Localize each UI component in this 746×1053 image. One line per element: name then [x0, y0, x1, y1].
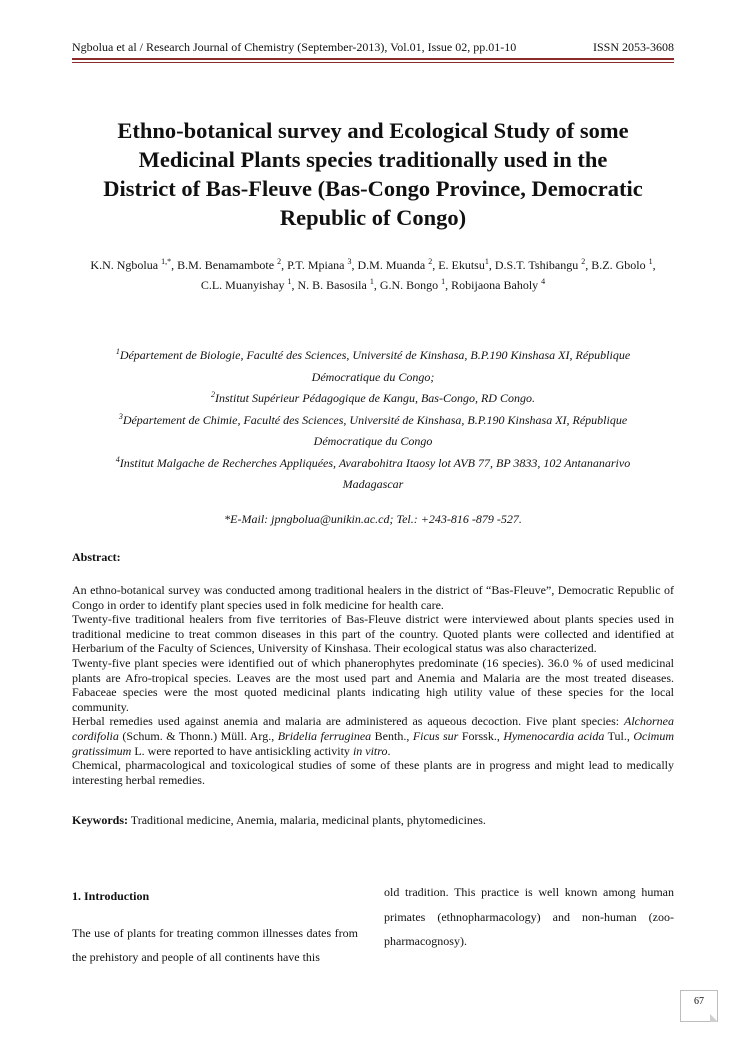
section-heading-introduction: 1. Introduction	[72, 889, 150, 903]
affiliation-text: Département de Chimie, Faculté des Sciences, Université de Kinshasa, B.P.190 Kinshasa XI, République	[122, 412, 628, 427]
affiliation-text: Département de Biologie, Faculté des Sciences, Université de Kinshasa, B.P.190 Kinshasa XI, République	[119, 348, 631, 362]
species-name: Bridelia ferruginea	[277, 728, 372, 743]
author: K.N. Ngbolua	[90, 258, 159, 272]
affiliation-1	[92, 345, 654, 367]
author-affil-mark: 1	[369, 277, 374, 286]
abstract-paragraph: An ethno-botanical survey was conducted among traditional healers in the district of “Bas-Fleuve”, Democratic Republic of Congo in order to identify plant species used in folk medicine for health care.	[72, 583, 674, 612]
author-affil-mark: 2	[428, 257, 433, 266]
author-affil-mark: 1	[484, 257, 489, 266]
title-line-1: Ethno-botanical survey and Ecological Study of some	[117, 118, 629, 143]
affiliation-4-cont: Madagascar	[342, 477, 404, 491]
author-affil-mark: 1,*	[161, 257, 172, 266]
keywords-text: Traditional medicine, Anemia, malaria, medicinal plants, phytomedicines.	[128, 813, 486, 827]
intro-right-column	[384, 880, 674, 954]
title-line-4: Republic of Congo)	[279, 205, 467, 230]
author: B.Z. Gbolo	[591, 258, 646, 272]
species-name: Hymenocardia acida	[503, 728, 605, 743]
affiliation-4	[92, 453, 654, 475]
affiliation-text: Institut Malgache de Recherches Appliquées, Avarabohitra Itaosy lot AVB 77, BP 3833, 102 Antananarivo	[119, 455, 631, 470]
text-run: L. were reported to have antisickling activity	[131, 743, 353, 758]
title-line-3: District of Bas-Fleuve (Bas-Congo Province, Democratic	[103, 176, 643, 201]
page-number: 67	[694, 996, 704, 1007]
text-run: Forssk.,	[458, 728, 504, 743]
header-rule	[72, 58, 674, 60]
abstract-paragraph: Chemical, pharmacological and toxicological studies of some of these plants are in progress and might lead to medically interesting herbal remedies.	[72, 758, 674, 787]
affiliation-mark: 3	[118, 411, 123, 421]
abstract-paragraph: Twenty-five plant species were identified out of which phanerophytes predominate (16 species). 36.0 % of used medicinal plants are Afro-tropical species. Leaves are the most used part and Anemia and Malaria are the most treated diseases. Fabaceae species were the most quoted medicinal plants indicating high utility value of these species for the local community.	[72, 655, 674, 714]
contact-email: *E-Mail: jpngbolua@unikin.ac.cd; Tel.: +243-816 -879 -527.	[224, 512, 522, 526]
intro-paragraph: The use of plants for treating common illnesses dates from the prehistory and people of all continents have this	[72, 925, 358, 964]
intro-paragraph-cont: old tradition. This practice is well known among human primates (ethnopharmacology) and non-human (zoo-pharmacognosy).	[384, 885, 674, 948]
affiliation-3-cont: Démocratique du Congo	[313, 434, 433, 448]
author: G.N. Bongo	[379, 278, 439, 292]
author-affil-mark: 2	[277, 257, 282, 266]
author-affil-mark: 1	[648, 257, 653, 266]
abstract-body	[72, 583, 674, 787]
affiliation-mark: 1	[115, 347, 120, 356]
author-affil-mark: 4	[541, 277, 546, 286]
species-name: Alchornea cordifolia	[72, 714, 674, 743]
intro-left-column	[72, 884, 358, 970]
abstract-paragraph	[72, 714, 674, 758]
header-issn: ISSN 2053-3608	[592, 40, 674, 54]
affiliation-1-cont: Démocratique du Congo;	[311, 369, 435, 384]
affiliation-3	[92, 410, 654, 432]
author-affil-mark: 1	[441, 277, 446, 286]
header-rule-thin	[72, 62, 674, 63]
author-affil-mark: 3	[347, 257, 352, 266]
text-run: Herbal remedies used against anemia and malaria are administered as aqueous decoction. Five plant species:	[72, 714, 624, 729]
author: N. B. Basosila	[297, 278, 367, 292]
affiliation-text: Institut Supérieur Pédagogique de Kangu, Bas-Congo, RD Congo.	[215, 391, 535, 405]
author: D.M. Muanda	[357, 258, 426, 272]
affiliation-mark: 4	[115, 454, 120, 464]
species-name: Ficus sur	[412, 728, 459, 743]
author-list: K.N. Ngbolua $^{1,*}$, B.M. Benamambote $^2$, P.T. Mpiana $^3$, D.M. Muanda $^2$, E. Ekutsu$^1$, D.S.T. Tshibangu $^2$, B.Z. Gbolo $^1$, C.L. Muanyishay $^1$, N. B. Basosila $^1$, G.N. Bongo $^1$, Robijaona Baholy $^4$	[90, 257, 656, 292]
abstract-heading: Abstract:	[72, 550, 121, 564]
header-citation: Ngbolua et al / Research Journal of Chemistry (September-2013), Vol.01, Issue 02, pp.01-10	[72, 40, 517, 54]
text-run: Tul.,	[604, 728, 634, 743]
keywords-label: Keywords:	[72, 813, 128, 827]
running-header	[72, 40, 674, 55]
affiliation-list	[92, 345, 654, 496]
text-run: (Schum. & Thonn.) Müll. Arg.,	[118, 728, 278, 743]
text-run: Benth.,	[371, 728, 413, 743]
affiliation-mark: 2	[211, 390, 215, 399]
author: P.T. Mpiana	[287, 258, 345, 272]
author-affil-mark: 2	[581, 257, 586, 266]
author: Robijaona Baholy	[451, 278, 539, 292]
page-curl-icon	[710, 1014, 718, 1022]
author: E. Ekutsu	[438, 258, 485, 272]
author: D.S.T. Tshibangu	[494, 258, 579, 272]
species-name: Ocimum gratissimum	[72, 728, 674, 758]
author: B.M. Benamambote	[177, 258, 275, 272]
page-number-box	[680, 990, 718, 1022]
keywords	[72, 813, 674, 828]
paper-title	[60, 116, 686, 232]
abstract-paragraph: Twenty-five traditional healers from five territories of Bas-Fleuve district were interviewed about plants species used in traditional medicine to treat common diseases in this part of the country. Quoted plants were collected and identified at Herbarium of the Faculty of Sciences, University of Kinshasa. Their ecological status was also characterized.	[72, 612, 674, 656]
author: C.L. Muanyishay	[200, 278, 285, 292]
affiliation-2	[92, 388, 654, 410]
text-run: .	[387, 743, 391, 758]
author-affil-mark: 1	[287, 277, 292, 286]
latin-term: in vitro	[352, 743, 388, 758]
title-line-2: Medicinal Plants species traditionally used in the	[138, 147, 608, 172]
